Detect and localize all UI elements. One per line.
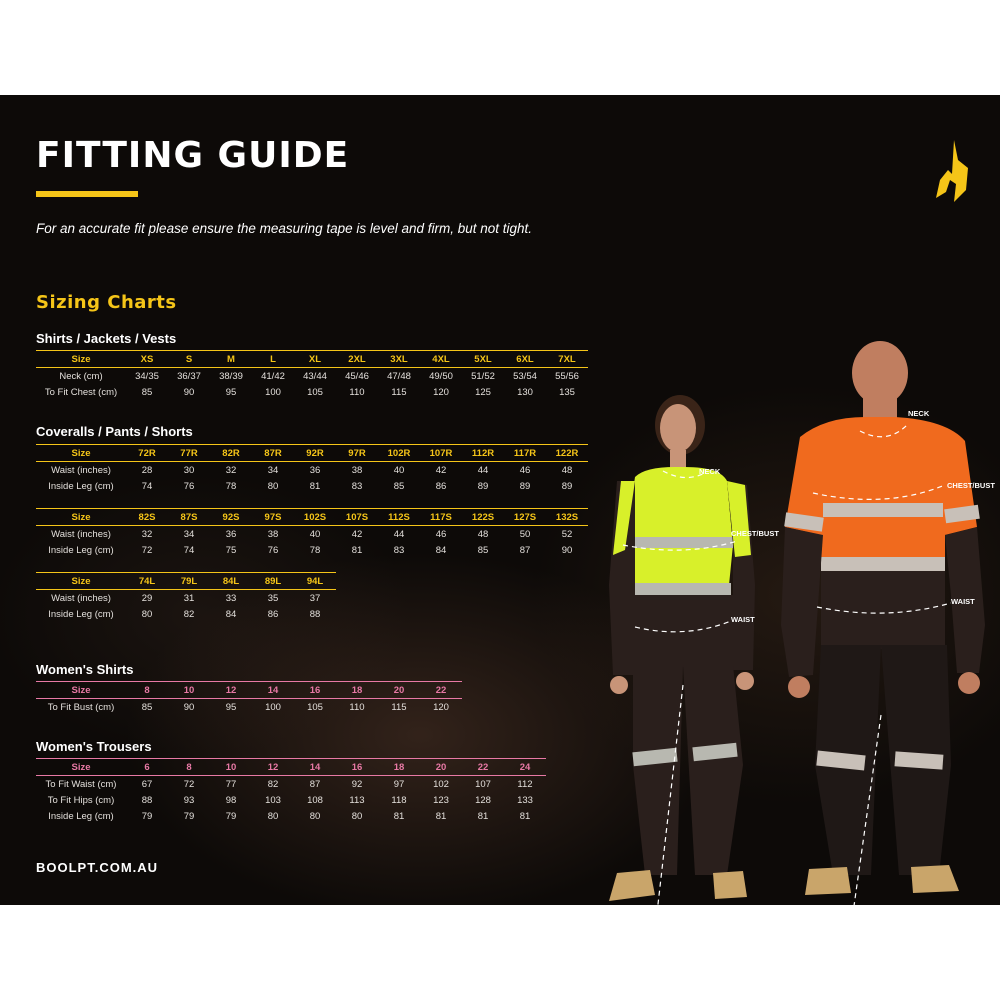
size-column-header: 92S xyxy=(222,511,240,523)
callout-leg-man: INSIDE LEG xyxy=(857,911,900,920)
size-column-header: 24 xyxy=(519,761,531,773)
measurement-value: 78 xyxy=(225,480,237,492)
measurement-value: 85 xyxy=(393,480,405,492)
size-column-header: 20 xyxy=(435,761,447,773)
measurement-value: 90 xyxy=(183,386,195,398)
measurement-label: To Fit Chest (cm) xyxy=(44,386,118,398)
size-column-header: 12 xyxy=(225,684,237,696)
measurement-value: 93 xyxy=(183,794,195,806)
callout-waist-man: WAIST xyxy=(951,597,975,606)
size-column-header: 14 xyxy=(309,761,321,773)
measurement-value: 95 xyxy=(225,701,237,713)
size-label: Size xyxy=(71,447,91,459)
measurement-value: 28 xyxy=(141,464,153,476)
table-row xyxy=(36,808,546,824)
measurement-value: 130 xyxy=(517,386,533,398)
measurement-value: 105 xyxy=(307,701,323,713)
size-column-header: M xyxy=(227,353,235,365)
shirts-size-table xyxy=(36,350,588,400)
measurement-value: 79 xyxy=(183,810,195,822)
callout-waist-woman: WAIST xyxy=(731,615,755,624)
measurement-value: 53/54 xyxy=(513,370,537,382)
measurement-value: 31 xyxy=(183,592,195,604)
bool-flame-logo-icon xyxy=(932,140,972,206)
measurement-value: 86 xyxy=(267,608,279,620)
size-column-header: 97R xyxy=(348,447,366,459)
size-column-header: 112R xyxy=(471,447,495,459)
womens-shirts-table-heading: Women's Shirts xyxy=(36,662,134,677)
measurement-value: 92 xyxy=(351,778,363,790)
size-column-header: 22 xyxy=(477,761,489,773)
table-header-row xyxy=(36,445,588,462)
table-row xyxy=(36,699,462,716)
measurement-value: 78 xyxy=(309,544,321,556)
table-row xyxy=(36,368,588,385)
measurement-value: 80 xyxy=(309,810,321,822)
size-column-header: 20 xyxy=(393,684,405,696)
measurement-value: 113 xyxy=(349,794,365,806)
measurement-value: 44 xyxy=(477,464,489,476)
table-row xyxy=(36,776,546,793)
measurement-value: 43/44 xyxy=(303,370,327,382)
measurement-value: 82 xyxy=(183,608,195,620)
measurement-value: 81 xyxy=(477,810,489,822)
measurement-value: 83 xyxy=(351,480,363,492)
measurement-value: 29 xyxy=(141,592,153,604)
measurement-value: 37 xyxy=(309,592,321,604)
measurement-value: 32 xyxy=(225,464,237,476)
measurement-value: 81 xyxy=(435,810,447,822)
measurement-value: 83 xyxy=(393,544,405,556)
page-title: FITTING GUIDE xyxy=(36,135,350,176)
size-column-header: 107S xyxy=(345,511,369,523)
callout-neck-woman: NECK xyxy=(699,467,721,476)
measurement-value: 97 xyxy=(393,778,405,790)
measurement-value: 40 xyxy=(309,528,321,540)
table-header-row xyxy=(36,351,588,368)
measurement-value: 103 xyxy=(265,794,281,806)
measurement-value: 80 xyxy=(351,810,363,822)
measurement-value: 74 xyxy=(183,544,195,556)
measurement-value: 32 xyxy=(141,528,153,540)
measurement-value: 100 xyxy=(265,386,281,398)
measurement-value: 90 xyxy=(561,544,573,556)
size-label: Size xyxy=(71,511,91,523)
measurement-value: 52 xyxy=(561,528,573,540)
measurement-label: Waist (inches) xyxy=(51,592,111,604)
measurement-value: 84 xyxy=(225,608,237,620)
size-column-header: 2XL xyxy=(348,353,366,365)
callout-leg-woman: INSIDE LEG xyxy=(659,911,702,920)
measurement-value: 88 xyxy=(309,608,321,620)
table-header-row xyxy=(36,759,546,776)
coveralls-long-size-table xyxy=(36,572,336,622)
measurement-value: 98 xyxy=(225,794,237,806)
measurement-value: 81 xyxy=(393,810,405,822)
size-column-header: XS xyxy=(140,353,154,365)
sizing-charts-heading: Sizing Charts xyxy=(36,292,177,313)
table-row xyxy=(36,526,588,543)
size-column-header: 82R xyxy=(222,447,240,459)
measurement-value: 128 xyxy=(475,794,491,806)
size-column-header: 122S xyxy=(471,511,495,523)
measurement-label: Inside Leg (cm) xyxy=(48,608,114,620)
measurement-value: 40 xyxy=(393,464,405,476)
measurement-value: 95 xyxy=(225,386,237,398)
models-illustration xyxy=(595,245,1000,920)
coveralls-regular-size-table xyxy=(36,444,588,494)
table-row xyxy=(36,478,588,494)
measurement-value: 115 xyxy=(391,701,407,713)
female-model-figure xyxy=(609,395,755,901)
measurement-value: 89 xyxy=(477,480,489,492)
measuring-instructions: For an accurate fit please ensure the measuring tape is level and firm, but not tight. xyxy=(36,221,533,236)
coveralls-table-heading: Coveralls / Pants / Shorts xyxy=(36,424,193,439)
measurement-value: 55/56 xyxy=(555,370,579,382)
size-column-header: 77R xyxy=(180,447,198,459)
measurement-value: 41/42 xyxy=(261,370,285,382)
measurement-value: 49/50 xyxy=(429,370,453,382)
size-label: Size xyxy=(71,761,91,773)
measurement-value: 44 xyxy=(393,528,405,540)
measurement-label: To Fit Bust (cm) xyxy=(47,701,115,713)
measurement-label: To Fit Hips (cm) xyxy=(47,794,115,806)
size-column-header: 102R xyxy=(387,447,411,459)
table-row xyxy=(36,792,546,808)
measurement-value: 33 xyxy=(225,592,237,604)
size-column-header: S xyxy=(185,353,193,365)
table-row xyxy=(36,462,588,479)
measurement-value: 76 xyxy=(267,544,279,556)
measurement-value: 34 xyxy=(183,528,195,540)
size-column-header: 122R xyxy=(555,447,579,459)
size-column-header: 10 xyxy=(225,761,237,773)
measurement-label: Inside Leg (cm) xyxy=(48,810,114,822)
measurement-value: 34/35 xyxy=(135,370,159,382)
measurement-value: 81 xyxy=(351,544,363,556)
table-row xyxy=(36,606,336,622)
measurement-value: 80 xyxy=(267,480,279,492)
measurement-value: 133 xyxy=(517,794,533,806)
measurement-value: 30 xyxy=(183,464,195,476)
measurement-value: 89 xyxy=(561,480,573,492)
table-header-row xyxy=(36,573,336,590)
measurement-value: 34 xyxy=(267,464,279,476)
table-row xyxy=(36,542,588,558)
size-column-header: 79L xyxy=(180,575,198,587)
size-column-header: XL xyxy=(308,353,322,365)
size-column-header: 94L xyxy=(306,575,324,587)
measurement-value: 110 xyxy=(349,386,365,398)
measurement-value: 50 xyxy=(519,528,531,540)
table-row xyxy=(36,384,588,400)
measurement-value: 110 xyxy=(349,701,365,713)
measurement-value: 87 xyxy=(519,544,531,556)
measurement-value: 36 xyxy=(225,528,237,540)
measurement-value: 72 xyxy=(183,778,195,790)
measurement-value: 36/37 xyxy=(177,370,201,382)
measurement-value: 85 xyxy=(477,544,489,556)
measurement-value: 88 xyxy=(141,794,153,806)
size-column-header: 92R xyxy=(306,447,324,459)
measurement-value: 51/52 xyxy=(471,370,495,382)
womens-shirts-size-table xyxy=(36,681,462,715)
measurement-value: 102 xyxy=(433,778,449,790)
measurement-value: 86 xyxy=(435,480,447,492)
size-column-header: 6 xyxy=(144,761,150,773)
size-column-header: 107R xyxy=(429,447,453,459)
measurement-value: 135 xyxy=(559,386,575,398)
measurement-value: 42 xyxy=(351,528,363,540)
measurement-value: 38/39 xyxy=(219,370,243,382)
measurement-value: 81 xyxy=(309,480,321,492)
measurement-value: 42 xyxy=(435,464,447,476)
table-row xyxy=(36,590,336,607)
measurement-value: 107 xyxy=(475,778,491,790)
measurement-value: 84 xyxy=(435,544,447,556)
measurement-label: Waist (inches) xyxy=(51,464,111,476)
table-header-row xyxy=(36,682,462,699)
size-column-header: 16 xyxy=(309,684,321,696)
coveralls-stout-size-table xyxy=(36,508,588,558)
callout-chest-woman: CHEST/BUST xyxy=(731,529,779,538)
size-column-header: 7XL xyxy=(558,353,576,365)
measurement-value: 105 xyxy=(307,386,323,398)
womens-trousers-size-table xyxy=(36,758,546,824)
size-column-header: 84L xyxy=(222,575,240,587)
size-column-header: 22 xyxy=(435,684,447,696)
measurement-value: 48 xyxy=(477,528,489,540)
measurement-label: To Fit Waist (cm) xyxy=(45,778,117,790)
size-column-header: 97S xyxy=(264,511,282,523)
size-column-header: 74L xyxy=(138,575,156,587)
measurement-label: Inside Leg (cm) xyxy=(48,480,114,492)
fitting-guide-panel xyxy=(0,95,1000,920)
measurement-label: Waist (inches) xyxy=(51,528,111,540)
measurement-value: 85 xyxy=(141,386,153,398)
callout-neck-man: NECK xyxy=(908,409,930,418)
measurement-value: 74 xyxy=(141,480,153,492)
table-header-row xyxy=(36,509,588,526)
website-url: BOOLPT.COM.AU xyxy=(36,860,159,875)
size-column-header: 16 xyxy=(351,761,363,773)
measurement-value: 100 xyxy=(265,701,281,713)
size-column-header: 87R xyxy=(264,447,282,459)
measurement-value: 81 xyxy=(519,810,531,822)
measurement-value: 82 xyxy=(267,778,279,790)
size-column-header: 117R xyxy=(513,447,537,459)
size-column-header: 4XL xyxy=(432,353,450,365)
size-column-header: 8 xyxy=(144,684,150,696)
measurement-value: 48 xyxy=(561,464,573,476)
womens-trousers-table-heading: Women's Trousers xyxy=(36,739,152,754)
size-column-header: 18 xyxy=(393,761,405,773)
measurement-value: 89 xyxy=(519,480,531,492)
measurement-value: 118 xyxy=(391,794,407,806)
size-column-header: 117S xyxy=(430,511,452,523)
male-model-figure xyxy=(781,341,985,895)
measurement-value: 79 xyxy=(141,810,153,822)
measurement-value: 90 xyxy=(183,701,195,713)
size-column-header: 82S xyxy=(138,511,156,523)
size-column-header: 8 xyxy=(186,761,192,773)
measurement-value: 79 xyxy=(225,810,237,822)
measurement-value: 87 xyxy=(309,778,321,790)
measurement-value: 46 xyxy=(435,528,447,540)
size-column-header: 6XL xyxy=(516,353,534,365)
measurement-value: 35 xyxy=(267,592,279,604)
measurement-value: 80 xyxy=(267,810,279,822)
measurement-value: 115 xyxy=(391,386,407,398)
shirts-table-heading: Shirts / Jackets / Vests xyxy=(36,331,177,346)
measurement-value: 46 xyxy=(519,464,531,476)
measurement-value: 38 xyxy=(351,464,363,476)
measurement-value: 120 xyxy=(433,386,449,398)
measurement-value: 45/46 xyxy=(345,370,369,382)
size-column-header: 89L xyxy=(264,575,282,587)
size-column-header: 87S xyxy=(180,511,198,523)
measurement-value: 85 xyxy=(141,701,153,713)
measurement-value: 67 xyxy=(141,778,153,790)
measurement-value: 112 xyxy=(517,778,533,790)
callout-chest-man: CHEST/BUST xyxy=(947,481,995,490)
size-column-header: L xyxy=(270,353,276,365)
measurement-value: 123 xyxy=(433,794,449,806)
measurement-label: Neck (cm) xyxy=(59,370,103,382)
measurement-value: 38 xyxy=(267,528,279,540)
size-label: Size xyxy=(71,684,91,696)
measurement-value: 75 xyxy=(225,544,237,556)
size-column-header: 18 xyxy=(351,684,363,696)
measurement-value: 77 xyxy=(225,778,237,790)
measurement-value: 108 xyxy=(307,794,323,806)
size-column-header: 5XL xyxy=(474,353,492,365)
measurement-value: 120 xyxy=(433,701,449,713)
size-column-header: 3XL xyxy=(390,353,408,365)
size-label: Size xyxy=(71,575,91,587)
size-column-header: 102S xyxy=(303,511,327,523)
size-column-header: 132S xyxy=(555,511,579,523)
measurement-value: 72 xyxy=(141,544,153,556)
title-underline xyxy=(36,191,138,197)
measurement-value: 76 xyxy=(183,480,195,492)
size-column-header: 12 xyxy=(267,761,279,773)
measurement-label: Inside Leg (cm) xyxy=(48,544,114,556)
size-column-header: 14 xyxy=(267,684,279,696)
size-column-header: 112S xyxy=(388,511,410,523)
size-column-header: 127S xyxy=(513,511,537,523)
measurement-value: 125 xyxy=(475,386,491,398)
measurement-value: 36 xyxy=(309,464,321,476)
size-column-header: 10 xyxy=(183,684,195,696)
size-label: Size xyxy=(71,353,91,365)
size-column-header: 72R xyxy=(138,447,156,459)
measurement-value: 47/48 xyxy=(387,370,411,382)
measurement-value: 80 xyxy=(141,608,153,620)
